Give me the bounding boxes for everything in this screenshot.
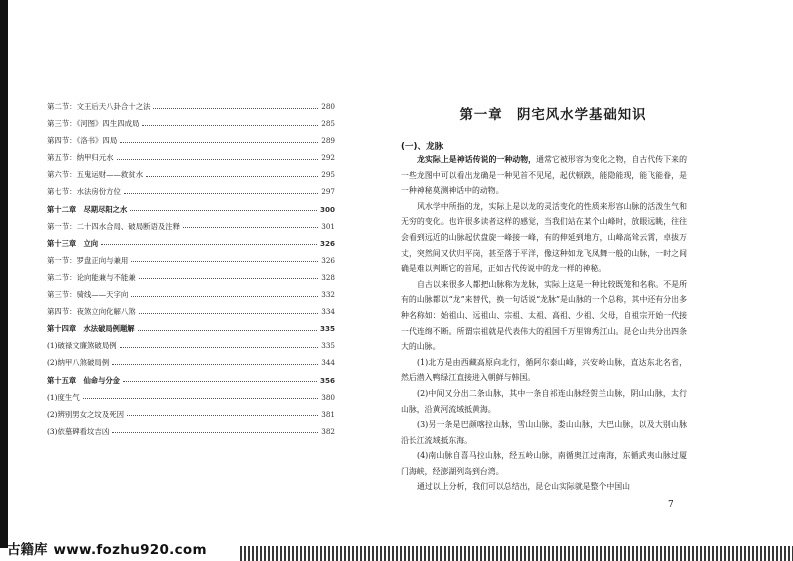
toc-leader-dots <box>146 176 318 177</box>
toc-entry-page: 344 <box>321 358 335 368</box>
toc-entry-page: 301 <box>321 221 335 231</box>
toc-entry-page: 297 <box>321 187 335 197</box>
paragraph: 自古以来很多人都把山脉称为龙脉，实际上这是一种比较既笼和名称。不是所有的山脉都以“龙”来替代，换一句话说“龙脉”是山脉的一个总称，其中还有分出多种名称如：始祖山、远祖山、宗祖、太祖、高祖、少祖、父母，自祖宗开始一代接一代连绵不断。所谓宗祖就是代表伟大的祖国千万里锦秀江山。昆仑山共分出四条大的山脉。 <box>401 279 687 352</box>
toc-leader-dots <box>138 330 317 331</box>
toc-leader-dots <box>139 278 319 279</box>
toc-row[interactable] <box>47 132 335 149</box>
toc-entry-page: 335 <box>321 341 335 351</box>
toc-entry-title: 第七节：水法房份方位 <box>47 187 121 197</box>
paragraph: (4)南山脉自喜马拉山脉，经五岭山脉，南循奥江过南海，东循武夷山脉过厦门海峡，经澎湖列岛到台湾。 <box>401 451 687 476</box>
toc-leader-dots <box>130 210 317 211</box>
toc-entry-title: (2)辨别男女之坟及死因 <box>47 409 124 419</box>
toc-entry-page: 295 <box>321 170 335 180</box>
watermark-url: www.fozhu920.com <box>53 542 207 558</box>
toc-entry-page: 335 <box>319 324 335 334</box>
toc-entry-title: 第二节：论向能兼与不能兼 <box>47 272 136 282</box>
table-of-contents <box>47 98 335 440</box>
page-number: 7 <box>668 500 674 510</box>
toc-row[interactable] <box>47 252 335 269</box>
toc-row[interactable] <box>47 406 335 423</box>
toc-entry-page: 326 <box>321 255 335 265</box>
body-text <box>401 152 687 495</box>
toc-leader-dots <box>131 296 318 297</box>
toc-entry-page: 334 <box>321 307 335 317</box>
paragraph: (1)北方是由西藏高原向北行，循阿尔泰山峰，兴安岭山脉，直达东北名省，然后潜入鸭绿江直接进入朝鲜与韩国。 <box>401 357 687 383</box>
toc-entry-page: 382 <box>321 426 335 436</box>
toc-entry-title: (1)度生气 <box>47 392 80 402</box>
scan-border <box>0 0 8 548</box>
toc-entry-title: (3)依墓碑看坟吉凶 <box>47 426 110 436</box>
toc-leader-dots <box>139 313 319 314</box>
toc-chapter-row[interactable] <box>47 372 335 389</box>
watermark-pattern <box>240 546 793 561</box>
toc-entry-page: 326 <box>319 238 335 248</box>
toc-entry-page: 292 <box>321 153 335 163</box>
toc-entry-page: 300 <box>319 204 335 214</box>
toc-row[interactable] <box>47 166 335 183</box>
toc-row[interactable] <box>47 303 335 320</box>
paragraph: (3)另一条是巴颜喀拉山脉，雪山山脉，娄山山脉，大巴山脉，以及大别山脉沿长江流域抵东海。 <box>401 420 687 445</box>
toc-entry-title: 第六节：五鬼运财——救贫水 <box>47 170 144 180</box>
toc-entry-title: 第四节：夜煞立向化解八煞 <box>47 307 136 317</box>
toc-chapter-row[interactable] <box>47 235 335 252</box>
paragraph: (2)中间又分出二条山脉，其中一条自祁连山脉经贺兰山脉，阴山山脉，太行山脉，沿黄河流域抵黄海。 <box>401 388 687 414</box>
toc-chapter-title: 第十三章 立向 <box>47 238 99 248</box>
toc-row[interactable] <box>47 423 335 440</box>
watermark-name: 古籍库 <box>7 542 48 558</box>
toc-row[interactable] <box>47 218 335 235</box>
toc-leader-dots <box>131 261 318 262</box>
toc-row[interactable] <box>47 115 335 132</box>
toc-entry-page: 356 <box>319 375 335 385</box>
toc-leader-dots <box>83 398 319 399</box>
toc-row[interactable] <box>47 149 335 166</box>
section-heading: (一)、龙脉 <box>401 142 444 152</box>
toc-entry-title: 第一节：二十四水合局、破局断语及注释 <box>47 221 181 231</box>
toc-leader-dots <box>112 364 318 365</box>
toc-entry-page: 332 <box>321 290 335 300</box>
toc-row[interactable] <box>47 286 335 303</box>
toc-entry-title: 第四节：《洛书》四局 <box>47 136 118 146</box>
toc-leader-dots <box>142 125 318 126</box>
toc-leader-dots <box>117 159 319 160</box>
paragraph: 通过以上分析，我们可以总结出，昆仑山实际就是整个中国山 <box>417 482 631 492</box>
toc-chapter-row[interactable] <box>47 320 335 337</box>
toc-entry-title: (1)破禄文廉煞破局例 <box>47 341 117 351</box>
toc-leader-dots <box>153 108 318 109</box>
toc-entry-title: 第三节：《河图》四生四成局 <box>47 119 140 129</box>
toc-entry-title: (2)纳甲八煞破局例 <box>47 358 110 368</box>
toc-leader-dots <box>124 193 318 194</box>
toc-entry-title: 第三节：骑线——天字向 <box>47 290 129 300</box>
toc-entry-page: 381 <box>321 409 335 419</box>
paragraph-text: 通常它被形容为变化之物，自古代传下来的一些龙图中可以看出龙确是一种见首不见尾，起伏顿跌，能隐能现，能飞能眷，是一种神秘莫测神话中的动物。 <box>401 155 687 196</box>
toc-chapter-title: 第十五章 仙命与分金 <box>47 375 120 385</box>
toc-leader-dots <box>120 347 319 348</box>
toc-leader-dots <box>101 244 317 245</box>
toc-leader-dots <box>127 415 318 416</box>
toc-leader-dots <box>112 432 318 433</box>
toc-row[interactable] <box>47 354 335 371</box>
toc-chapter-row[interactable] <box>47 201 335 218</box>
toc-entry-page: 280 <box>321 102 335 111</box>
toc-entry-title: 第五节：纳甲归元水 <box>47 153 114 163</box>
chapter-heading: 第一章 阴宅风水学基础知识 <box>459 108 647 123</box>
toc-leader-dots <box>123 381 317 382</box>
toc-row[interactable] <box>47 183 335 200</box>
toc-chapter-title: 第十四章 水法破局例题解 <box>47 324 135 334</box>
toc-row[interactable] <box>47 269 335 286</box>
toc-leader-dots <box>183 227 318 228</box>
site-watermark[interactable] <box>7 538 207 560</box>
toc-entry-page: 285 <box>321 119 335 129</box>
toc-leader-dots <box>120 142 318 143</box>
toc-row[interactable] <box>47 389 335 406</box>
paragraph: 风水学中所指的龙，实际上是以龙的灵活变化的性质来形容山脉的活泼生气和无穷的变化。也许很多读者这样的感觉，当我们站在某个山峰时，放眼远眺，往往会看到远近的山脉起伏盘旋一峰接一峰，有的伸延到地方，山峰高耸云霄，卓拔万丈，突然间又伏归平岗，甚至落于平洋，像这种如龙飞凤舞一般的山脉，一时之间确是难以判断它的首尾，正如古代传说中的龙一样的神秘。 <box>401 201 687 274</box>
toc-chapter-title: 第十二章 尽期尽阳之水 <box>47 204 128 214</box>
toc-entry-page: 328 <box>321 272 335 282</box>
toc-entry-title: 第一节：罗盘正向与兼用 <box>47 255 129 265</box>
toc-entry-page: 289 <box>321 136 335 146</box>
paragraph <box>401 152 687 199</box>
toc-row[interactable] <box>47 337 335 354</box>
toc-row[interactable] <box>47 98 335 115</box>
paragraph-lead: 龙实际上是神话传说的一种动物， <box>417 155 537 164</box>
toc-entry-title: 第二节：文王后天八卦合十之法 <box>47 102 151 111</box>
toc-entry-page: 380 <box>321 392 335 402</box>
